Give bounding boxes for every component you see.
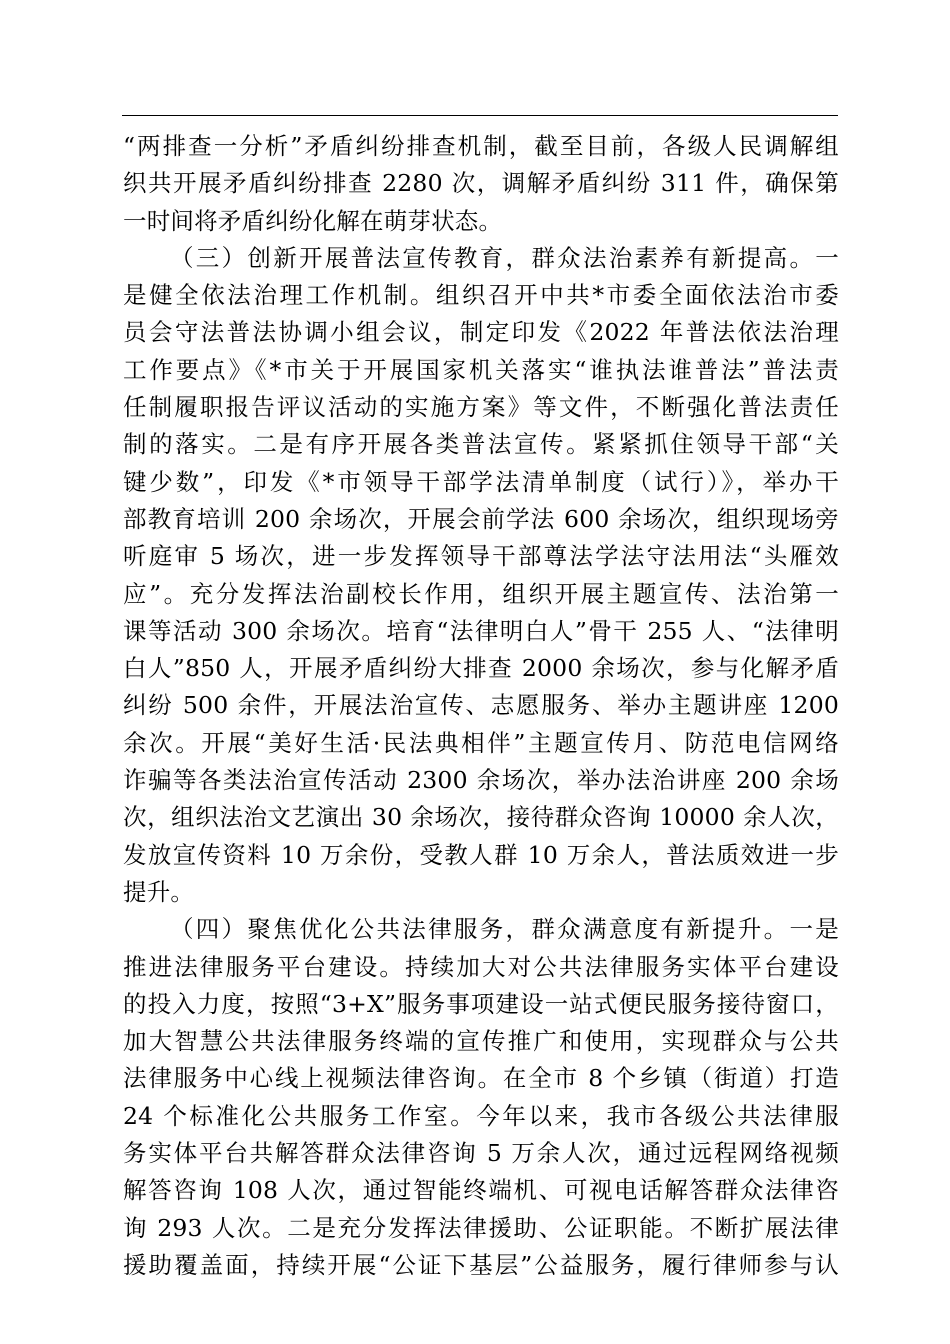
text-line: 次，组织法治文艺演出 30 余场次，接待群众咨询 10000 余人次， [123,803,839,832]
text-line: 余次。开展“美好生活·民法典相伴”主题宣传月、防范电信网络 [123,728,839,757]
header-rule [122,115,838,116]
text-line: 发放宣传资料 10 万余份，受教人群 10 万余人，普法质效进一步 [123,840,839,869]
text-line: 键少数”，印发《*市领导干部学法清单制度（试行）》，举办干 [123,467,839,496]
text-line: 解答咨询 108 人次，通过智能终端机、可视电话解答群众法律咨 [123,1176,839,1205]
text-line: 法律服务中心线上视频法律咨询。在全市 8 个乡镇（街道）打造 [123,1064,839,1093]
text-line: “两排查一分析”矛盾纠纷排查机制，截至目前，各级人民调解组 [123,132,839,160]
text-line: （四）聚焦优化公共法律服务，群众满意度有新提升。一是 [170,915,839,944]
text-line: 纠纷 500 余件，开展法治宣传、志愿服务、举办主题讲座 1200 [123,691,839,720]
text-line: 工作要点》《*市关于开展国家机关落实“谁执法谁普法”普法责 [123,355,839,384]
text-line: 加大智慧公共法律服务终端的宣传推广和使用，实现群众与公共 [123,1027,839,1056]
text-line: 推进法律服务平台建设。持续加大对公共法律服务实体平台建设 [123,952,839,981]
text-line: （三）创新开展普法宣传教育，群众法治素养有新提高。一 [170,243,839,272]
text-line: 援助覆盖面，持续开展“公证下基层”公益服务，履行律师参与认 [123,1250,839,1279]
text-line: 一时间将矛盾纠纷化解在萌芽状态。 [123,206,503,235]
text-line: 提升。 [123,877,195,906]
text-line: 课等活动 300 余场次。培育“法律明白人”骨干 255 人、“法律明 [123,616,839,645]
text-line: 织共开展矛盾纠纷排查 2280 次，调解矛盾纠纷 311 件，确保第 [123,169,839,198]
text-line: 务实体平台共解答群众法律咨询 5 万余人次，通过远程网络视频 [123,1139,839,1168]
text-line: 员会守法普法协调小组会议，制定印发《2022 年普法依法治理 [123,318,839,347]
text-line: 部教育培训 200 余场次，开展会前学法 600 余场次，组织现场旁 [123,504,839,533]
text-line: 24 个标准化公共服务工作室。今年以来，我市各级公共法律服 [123,1101,839,1130]
text-line: 听庭审 5 场次，进一步发挥领导干部尊法学法守法用法“头雁效 [123,542,839,571]
text-line: 白人”850 人，开展矛盾纠纷大排查 2000 余场次，参与化解矛盾 [123,654,839,683]
text-line: 任制履职报告评议活动的实施方案》等文件，不断强化普法责任 [123,393,839,422]
text-line: 询 293 人次。二是充分发挥法律援助、公证职能。不断扩展法律 [123,1213,839,1242]
text-line: 应”。充分发挥法治副校长作用，组织开展主题宣传、法治第一 [123,579,839,608]
text-line: 诈骗等各类法治宣传活动 2300 余场次，举办法治讲座 200 余场 [123,766,839,795]
text-line: 是健全依法治理工作机制。组织召开中共*市委全面依法治市委 [123,281,839,310]
body-text [123,128,839,1284]
text-line: 制的落实。二是有序开展各类普法宣传。紧紧抓住领导干部“关 [123,430,839,459]
text-line: 的投入力度，按照“3+X”服务事项建设一站式便民服务接待窗口， [123,989,839,1018]
